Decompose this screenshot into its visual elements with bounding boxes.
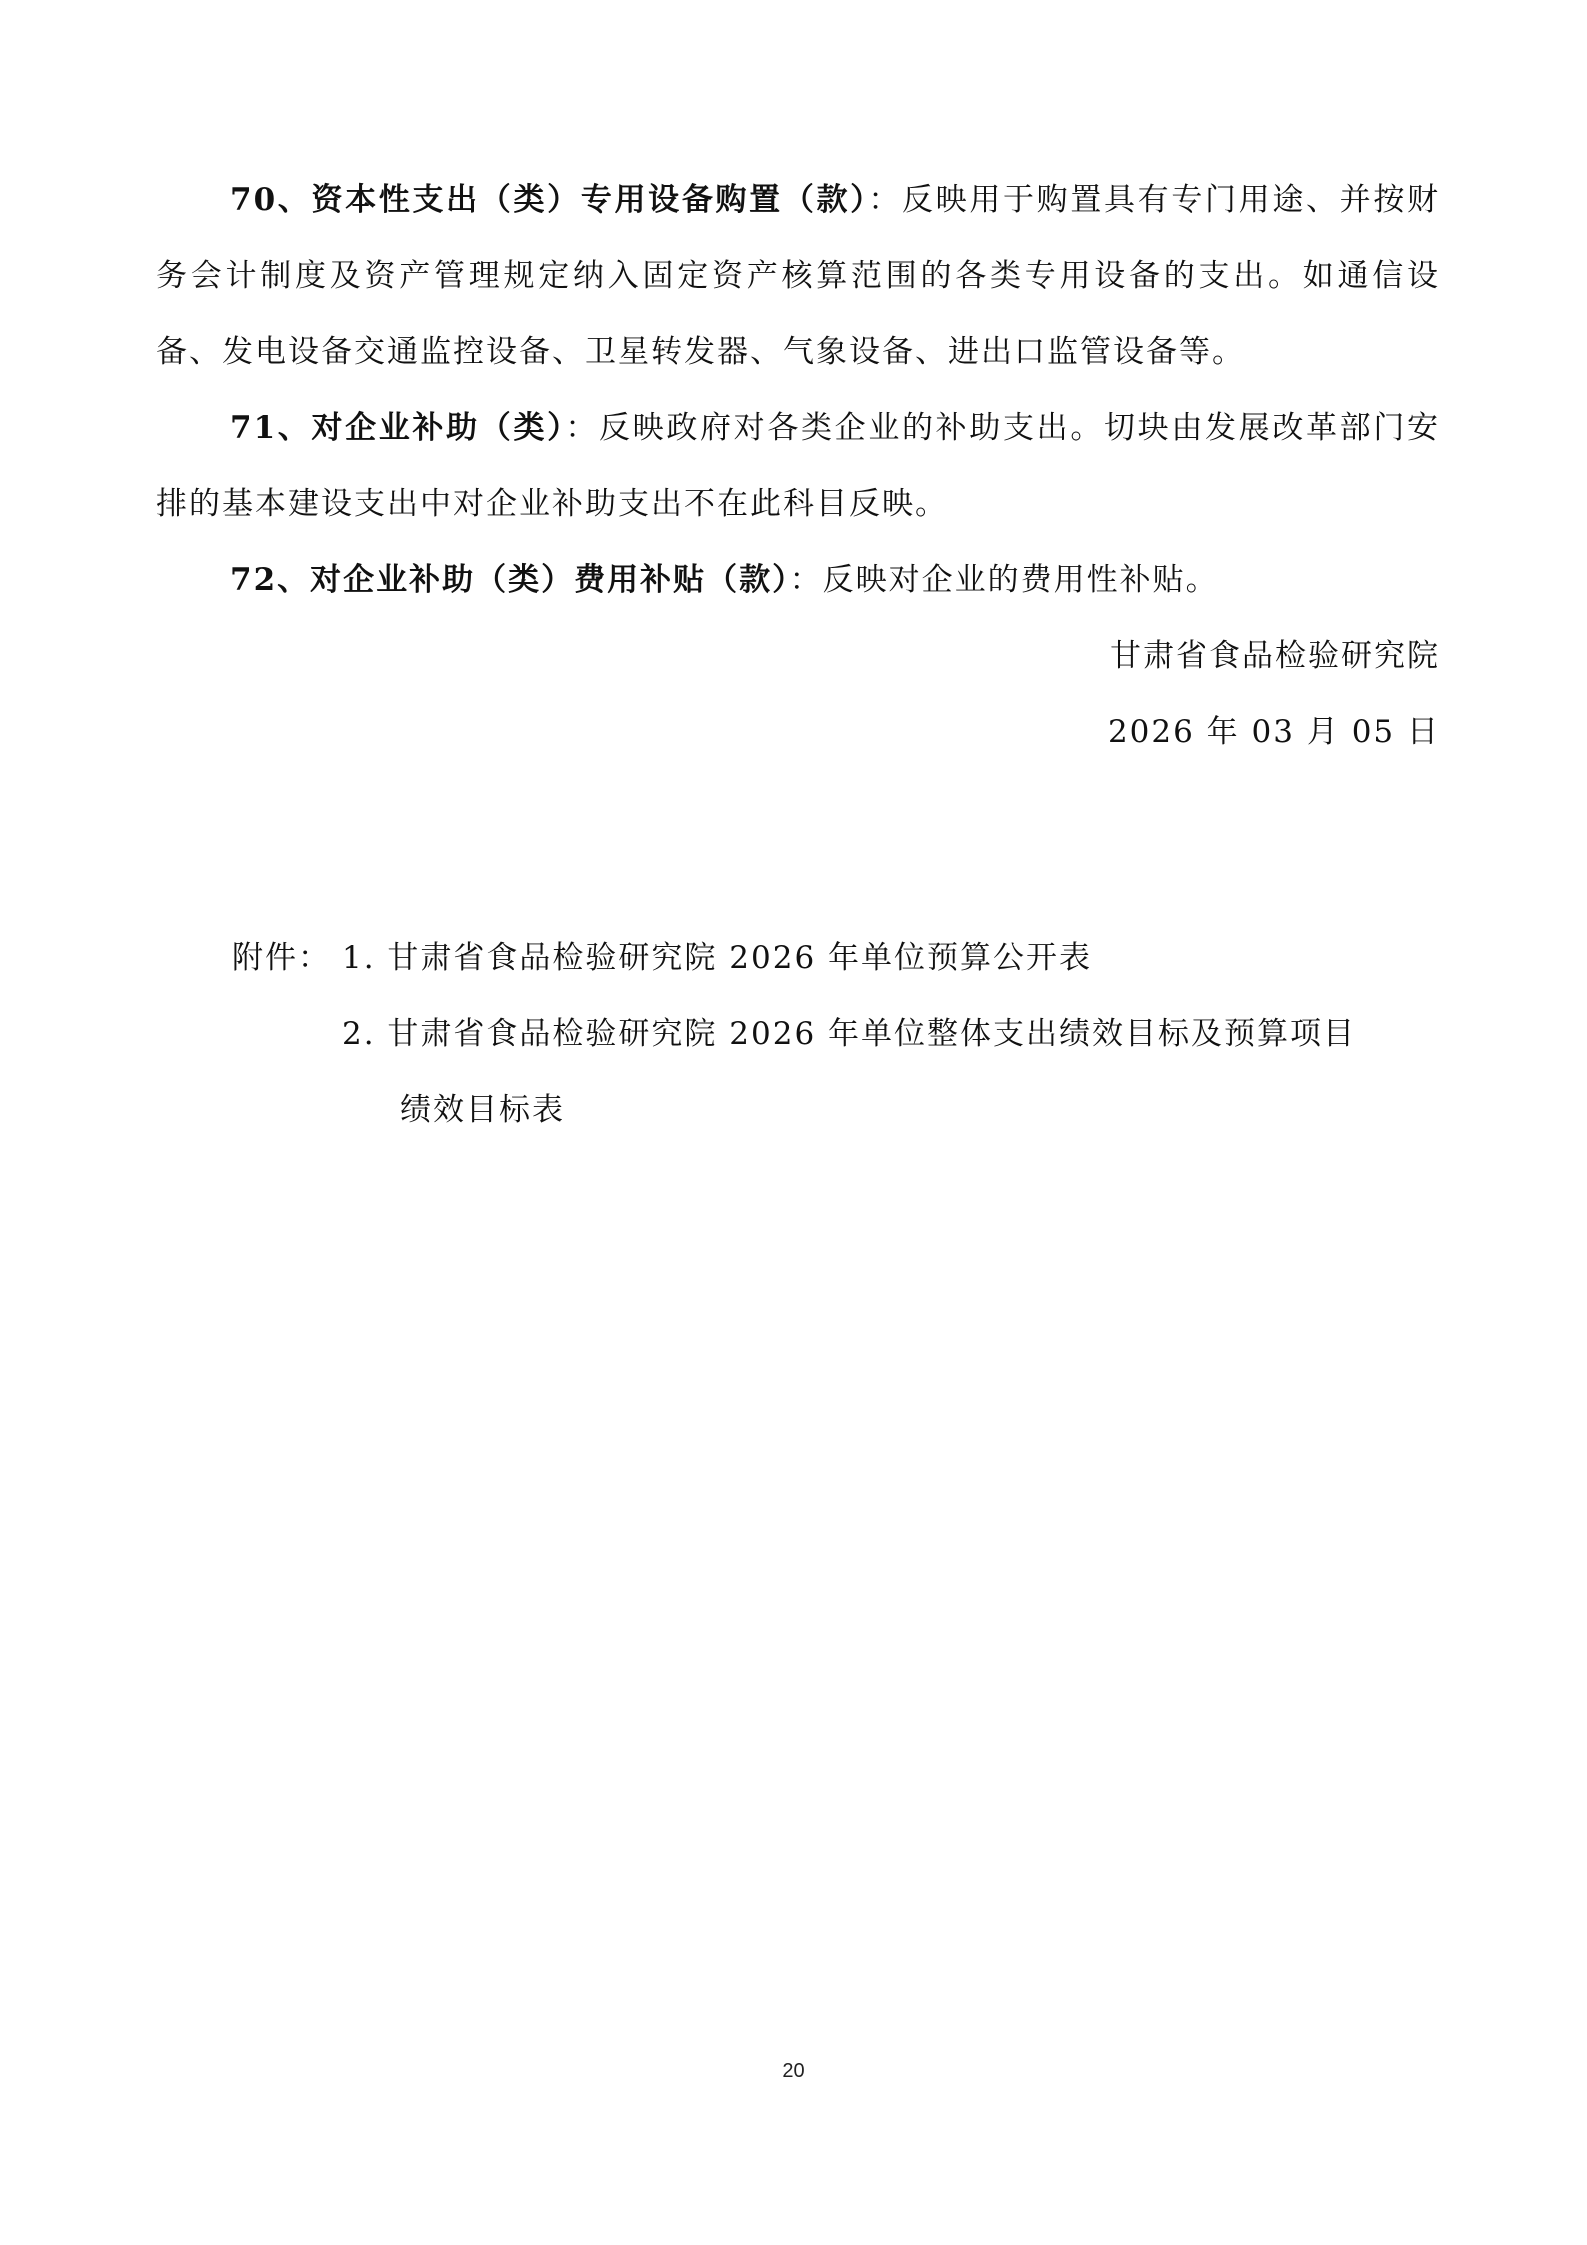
- paragraph-text: 反映用于购置具有专门用途、并按财务会计制度及资产管理规定纳入固定资产核算范围的各类专用设备的支出。如通信设备、发电设备交通监控设备、卫星转发器、气象设备、进出口监管设备等。: [156, 182, 1441, 370]
- paragraph-text: 反映政府对各类企业的补助支出。切块由发展改革部门安排的基本建设支出中对企业补助支出不在此科目反映。: [156, 410, 1441, 522]
- signature-organization: 甘肃省食品检验研究院: [1110, 638, 1440, 674]
- paragraph-text: 反映对企业的费用性补贴。: [822, 562, 1219, 598]
- document-body: [156, 162, 1440, 770]
- paragraph-separator: ：: [868, 182, 902, 218]
- paragraph-term: 70、资本性支出（类）专用设备购置（款）: [230, 182, 869, 218]
- paragraph-item-71: [156, 390, 1440, 542]
- attachment-item-2: 2. 甘肃省食品检验研究院 2026 年单位整体支出绩效目标及预算项目: [342, 1016, 1357, 1052]
- paragraph-separator: ：: [565, 410, 599, 446]
- paragraph-item-72: [156, 542, 1440, 618]
- attachments-label: 附件：: [232, 940, 331, 976]
- attachment-item-2-continuation: 绩效目标表: [400, 1092, 565, 1128]
- paragraph-term: 71、对企业补助（类）: [230, 410, 566, 446]
- attachments-section: [232, 920, 1442, 1148]
- paragraph-term: 72、对企业补助（类）费用补贴（款）: [230, 562, 790, 598]
- attachment-item-1: 1. 甘肃省食品检验研究院 2026 年单位预算公开表: [342, 940, 1093, 976]
- attachment-row-2: [232, 996, 1442, 1072]
- attachment-row-1: [232, 920, 1442, 996]
- paragraph-separator: ：: [789, 562, 823, 598]
- paragraph-item-70: [156, 162, 1440, 390]
- signature-date: 2026 年 03 月 05 日: [1107, 714, 1440, 750]
- page-number: 20: [782, 2060, 805, 2082]
